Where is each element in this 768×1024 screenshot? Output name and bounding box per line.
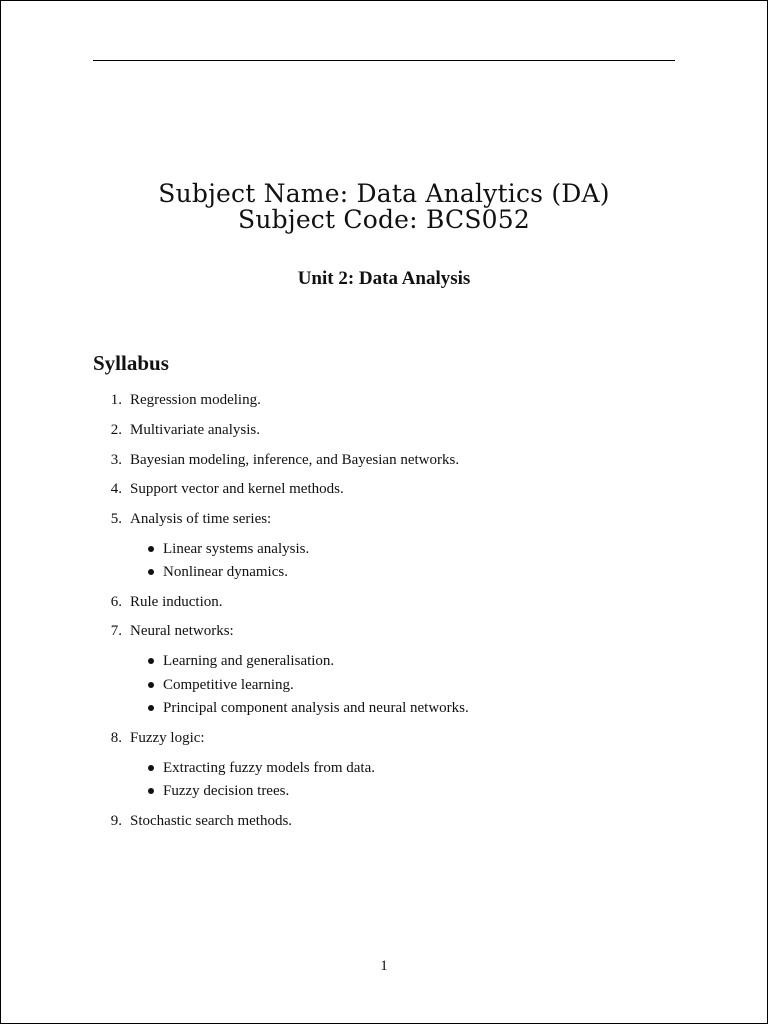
list-item-text: Fuzzy logic: — [130, 730, 205, 746]
list-item-number: 8. — [110, 730, 122, 746]
list-item-number: 6. — [110, 594, 122, 610]
list-item-number: 1. — [110, 392, 122, 408]
page-number: 1 — [380, 958, 388, 974]
list-item-number: 2. — [110, 422, 122, 438]
list-item-number: 3. — [110, 452, 122, 468]
list-item-number: 4. — [110, 481, 122, 497]
bullet-icon — [148, 705, 154, 711]
bullet-icon — [148, 569, 154, 575]
list-item-text: Analysis of time series: — [130, 511, 272, 527]
bullet-icon — [148, 658, 154, 664]
sub-list-item-text: Nonlinear dynamics. — [163, 564, 288, 580]
list-item-text: Support vector and kernel methods. — [130, 481, 344, 497]
list-item-text: Bayesian modeling, inference, and Bayesian networks. — [130, 452, 460, 468]
header-rule — [93, 60, 675, 61]
list-item-number: 9. — [110, 813, 122, 829]
sub-list-item-text: Linear systems analysis. — [163, 541, 310, 557]
bullet-icon — [148, 546, 154, 552]
bullet-icon — [148, 788, 154, 794]
subject-name-title: Subject Name: Data Analytics (DA) — [158, 179, 610, 208]
list-item-text: Rule induction. — [130, 594, 223, 610]
syllabus-heading: Syllabus — [93, 351, 169, 375]
list-item-number: 5. — [110, 511, 122, 527]
bullet-icon — [148, 682, 154, 688]
list-item-text: Neural networks: — [130, 623, 234, 639]
sub-list-item-text: Principal component analysis and neural networks. — [163, 700, 469, 716]
sub-list-item-text: Competitive learning. — [163, 677, 294, 693]
list-item-number: 7. — [110, 623, 122, 639]
sub-list-item-text: Learning and generalisation. — [163, 653, 335, 669]
list-item-text: Stochastic search methods. — [130, 813, 293, 829]
unit-heading: Unit 2: Data Analysis — [297, 268, 471, 289]
list-item-text: Regression modeling. — [130, 392, 261, 408]
subject-code-title: Subject Code: BCS052 — [238, 205, 530, 234]
sub-list-item-text: Fuzzy decision trees. — [163, 783, 290, 799]
title-block — [0, 181, 768, 233]
sub-list-item-text: Extracting fuzzy models from data. — [163, 760, 376, 776]
list-item-text: Multivariate analysis. — [130, 422, 260, 438]
bullet-icon — [148, 765, 154, 771]
